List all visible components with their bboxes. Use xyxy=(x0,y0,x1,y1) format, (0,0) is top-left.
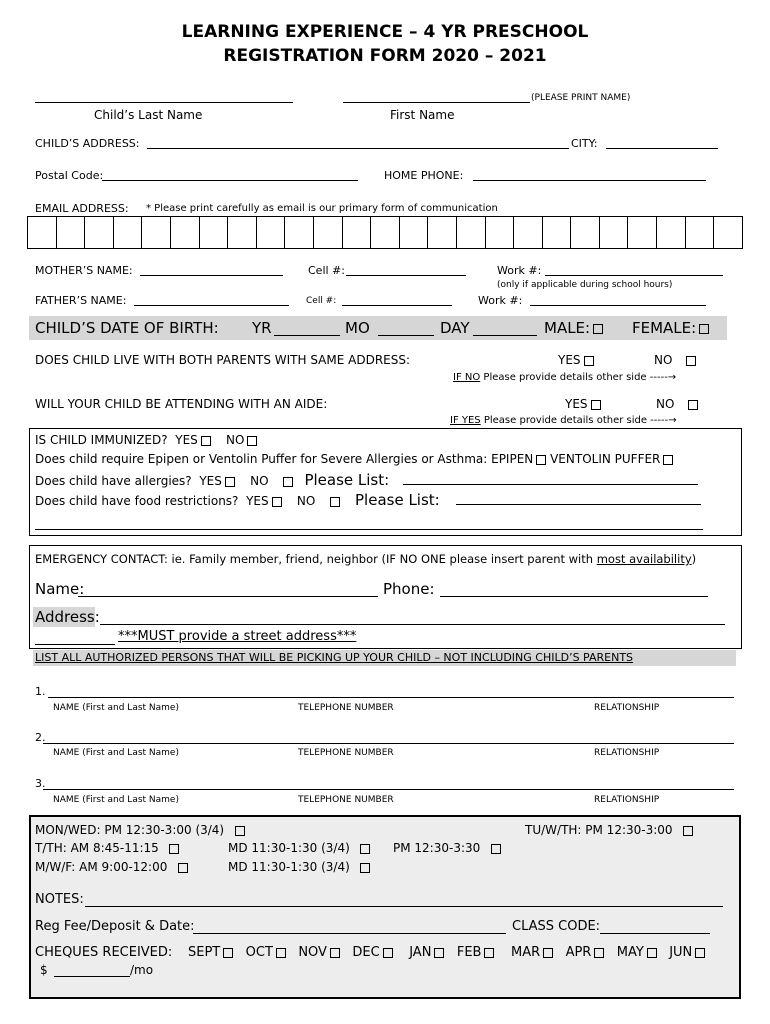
medical-extra-field[interactable] xyxy=(35,529,703,530)
dollar-sign: $ xyxy=(40,963,48,977)
father-label: FATHER’S NAME: xyxy=(35,294,127,307)
emergency-phone-field[interactable] xyxy=(440,596,708,597)
female-option[interactable]: FEMALE: xyxy=(632,319,709,337)
month-dec[interactable]: DEC xyxy=(352,945,392,960)
month-jun[interactable]: JUN xyxy=(669,945,705,960)
col-name-2: NAME (First and Last Name) xyxy=(53,748,179,758)
month-feb[interactable]: FEB xyxy=(457,945,495,960)
must-address-note: ***MUST provide a street address*** xyxy=(118,629,357,644)
col-phone-2: TELEPHONE NUMBER xyxy=(298,748,394,758)
mwf-checkbox[interactable] xyxy=(178,863,188,873)
father-cell-field[interactable] xyxy=(342,305,452,306)
food-no-checkbox[interactable] xyxy=(330,497,340,507)
dob-mo-field[interactable] xyxy=(378,335,434,336)
authorized-row-2-num: 2. xyxy=(35,731,46,744)
authorized-row-2-field[interactable] xyxy=(43,743,734,744)
month-sept[interactable]: SEPT xyxy=(188,945,233,960)
col-name-1: NAME (First and Last Name) xyxy=(53,703,179,713)
monwed-option[interactable]: MON/WED: PM 12:30-3:00 (3/4) xyxy=(35,823,245,837)
food-yes-checkbox[interactable] xyxy=(272,497,282,507)
emergency-name-field[interactable] xyxy=(78,596,378,597)
allergies-yes-checkbox[interactable] xyxy=(225,477,235,487)
mother-work-label: Work #: xyxy=(497,264,542,277)
monwed-checkbox[interactable] xyxy=(235,826,245,836)
last-name-field[interactable] xyxy=(35,102,293,103)
allergies-no-checkbox[interactable] xyxy=(283,477,293,487)
print-note: (PLEASE PRINT NAME) xyxy=(531,93,631,103)
food-row: Does child have food restrictions? YES NO Please List: xyxy=(35,491,440,509)
month-jan[interactable]: JAN xyxy=(409,945,444,960)
home-phone-field[interactable] xyxy=(473,180,706,181)
regfee-label: Reg Fee/Deposit & Date: xyxy=(35,919,195,934)
last-name-label: Child’s Last Name xyxy=(94,108,203,122)
work-note: (only if applicable during school hours) xyxy=(497,280,673,290)
father-field[interactable] xyxy=(134,305,289,306)
per-month: /mo xyxy=(130,963,154,977)
ventolin-checkbox[interactable] xyxy=(663,455,673,465)
pm2-option[interactable]: PM 12:30-3:30 xyxy=(393,841,501,855)
emergency-intro: EMERGENCY CONTACT: ie. Family member, friend, neighbor (IF NO ONE please insert parent with most availability) xyxy=(35,552,697,566)
authorized-row-3-field[interactable] xyxy=(43,789,734,790)
live-question: DOES CHILD LIVE WITH BOTH PARENTS WITH SAME ADDRESS: xyxy=(35,353,411,367)
food-list-field[interactable] xyxy=(456,504,701,505)
md1-option[interactable]: MD 11:30-1:30 (3/4) xyxy=(228,841,370,855)
month-nov[interactable]: NOV xyxy=(298,945,340,960)
tth-checkbox[interactable] xyxy=(169,844,179,854)
male-checkbox[interactable] xyxy=(593,324,603,334)
email-label: EMAIL ADDRESS: xyxy=(35,202,129,215)
father-cell-label: Cell #: xyxy=(306,296,337,306)
col-phone-3: TELEPHONE NUMBER xyxy=(298,795,394,805)
month-apr[interactable]: APR xyxy=(566,945,605,960)
col-rel-2: RELATIONSHIP xyxy=(594,748,660,758)
allergies-list-field[interactable] xyxy=(403,484,698,485)
emergency-name-label: Name: xyxy=(35,580,85,598)
md2-option[interactable]: MD 11:30-1:30 (3/4) xyxy=(228,860,370,874)
col-rel-1: RELATIONSHIP xyxy=(594,703,660,713)
mother-field[interactable] xyxy=(140,275,283,276)
mwf-option[interactable]: M/W/F: AM 9:00-12:00 xyxy=(35,860,188,874)
month-checkboxes xyxy=(188,945,705,960)
epipen-checkbox[interactable] xyxy=(536,455,546,465)
live-no-checkbox[interactable] xyxy=(686,356,696,366)
authorized-heading: LIST ALL AUTHORIZED PERSONS THAT WILL BE PICKING UP YOUR CHILD – NOT INCLUDING CHILD’S PARENTS xyxy=(35,651,634,664)
classcode-label: CLASS CODE: xyxy=(512,919,601,934)
immunized-no-checkbox[interactable] xyxy=(247,436,257,446)
md1-checkbox[interactable] xyxy=(360,844,370,854)
month-may[interactable]: MAY xyxy=(617,945,657,960)
col-phone-1: TELEPHONE NUMBER xyxy=(298,703,394,713)
dob-label: CHILD’S DATE OF BIRTH: xyxy=(35,319,219,337)
live-yes[interactable]: YES xyxy=(558,353,594,367)
first-name-label: First Name xyxy=(390,108,455,122)
aide-yes-checkbox[interactable] xyxy=(591,400,601,410)
immunized-yes-checkbox[interactable] xyxy=(201,436,211,446)
notes-field[interactable] xyxy=(85,906,723,907)
live-no[interactable]: NO xyxy=(654,353,696,367)
dob-day-label: DAY xyxy=(440,319,470,337)
father-work-field[interactable] xyxy=(530,305,706,306)
email-note: * Please print carefully as email is our primary form of communication xyxy=(146,203,498,214)
city-label: CITY: xyxy=(571,137,598,150)
classcode-field[interactable] xyxy=(600,933,710,934)
city-field[interactable] xyxy=(606,148,718,149)
aide-question: WILL YOUR CHILD BE ATTENDING WITH AN AIDE: xyxy=(35,397,328,411)
col-rel-3: RELATIONSHIP xyxy=(594,795,660,805)
mother-work-field[interactable] xyxy=(545,275,723,276)
dob-mo-label: MO xyxy=(345,319,370,337)
postal-label: Postal Code: xyxy=(35,169,104,182)
female-checkbox[interactable] xyxy=(699,324,709,334)
allergies-row: Does child have allergies? YES NO Please List: xyxy=(35,471,390,489)
home-phone-label: HOME PHONE: xyxy=(384,169,464,182)
authorized-row-1-num: 1. xyxy=(35,685,46,698)
email-grid[interactable] xyxy=(27,216,743,249)
aide-no[interactable]: NO xyxy=(656,397,698,411)
first-name-field[interactable] xyxy=(343,102,530,103)
child-address-label: CHILD’S ADDRESS: xyxy=(35,137,140,150)
aide-yes[interactable]: YES xyxy=(565,397,601,411)
regfee-field[interactable] xyxy=(193,933,506,934)
pm2-checkbox[interactable] xyxy=(491,844,501,854)
mother-cell-field[interactable] xyxy=(346,275,466,276)
authorized-row-3-num: 3. xyxy=(35,777,46,790)
tuwth-checkbox[interactable] xyxy=(683,826,693,836)
col-name-3: NAME (First and Last Name) xyxy=(53,795,179,805)
md2-checkbox[interactable] xyxy=(360,863,370,873)
amount-field[interactable] xyxy=(54,976,130,977)
month-oct[interactable]: OCT xyxy=(246,945,286,960)
dob-day-field[interactable] xyxy=(473,335,537,336)
live-yes-checkbox[interactable] xyxy=(584,356,594,366)
month-mar[interactable]: MAR xyxy=(511,945,553,960)
emergency-address-label: Address: xyxy=(35,608,100,626)
male-option[interactable]: MALE: xyxy=(544,319,603,337)
mother-label: MOTHER’S NAME: xyxy=(35,264,133,277)
epipen-row: Does child require Epipen or Ventolin Puffer for Severe Allergies or Asthma: EPIPEN VENTOLIN PUFFER xyxy=(35,452,673,466)
emergency-phone-label: Phone: xyxy=(383,580,435,598)
father-work-label: Work #: xyxy=(478,294,523,307)
aide-details: IF YES Please provide details other side -----→ xyxy=(450,415,677,426)
tuwth-option[interactable]: TU/W/TH: PM 12:30-3:00 xyxy=(525,823,693,837)
child-address-field[interactable] xyxy=(147,148,569,149)
emergency-address-field-2[interactable] xyxy=(35,644,115,645)
form-subtitle: REGISTRATION FORM 2020 – 2021 xyxy=(223,46,547,66)
dob-yr-field[interactable] xyxy=(274,335,340,336)
authorized-row-1-field[interactable] xyxy=(48,697,734,698)
cheques-label: CHEQUES RECEIVED: xyxy=(35,945,173,960)
immunized-row: IS CHILD IMMUNIZED? YES NO xyxy=(35,433,257,447)
tth-option[interactable]: T/TH: AM 8:45-11:15 xyxy=(35,841,179,855)
dob-yr-label: YR xyxy=(252,319,272,337)
live-details: IF NO Please provide details other side -----→ xyxy=(453,372,677,383)
emergency-address-field[interactable] xyxy=(100,624,725,625)
postal-field[interactable] xyxy=(102,180,358,181)
mother-cell-label: Cell #: xyxy=(308,264,345,277)
notes-label: NOTES: xyxy=(35,892,84,907)
form-title: LEARNING EXPERIENCE – 4 YR PRESCHOOL xyxy=(181,22,589,42)
aide-no-checkbox[interactable] xyxy=(688,400,698,410)
